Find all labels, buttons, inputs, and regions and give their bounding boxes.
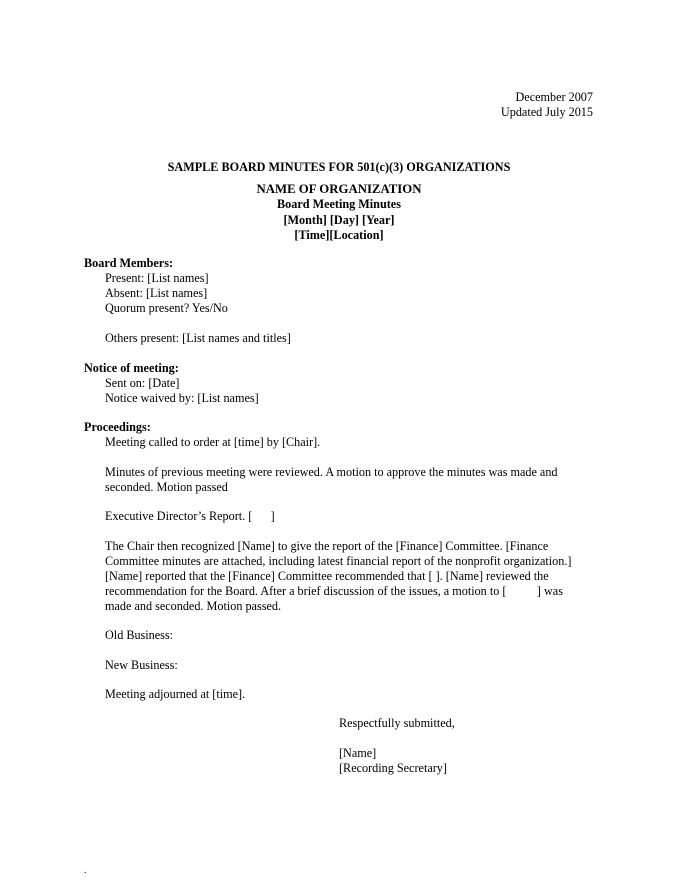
others-present-line: Others present: [List names and titles] <box>105 330 291 345</box>
quorum-line: Quorum present? Yes/No <box>105 301 228 315</box>
notice-section <box>84 361 604 406</box>
new-business-line: New Business: <box>105 657 178 672</box>
closing-text: Respectfully submitted, <box>339 716 455 730</box>
proceedings-section <box>84 420 604 702</box>
meeting-type: Board Meeting Minutes <box>277 197 401 211</box>
called-to-order-line: Meeting called to order at [time] by [Chair]. <box>105 435 321 449</box>
document-date: December 2007 <box>515 90 593 104</box>
date-block <box>501 90 593 120</box>
meeting-time-location: [Time][Location] <box>294 228 384 242</box>
proceedings-heading: Proceedings: <box>84 420 151 434</box>
present-line: Present: [List names] <box>105 271 209 285</box>
meeting-adjourned-line: Meeting adjourned at [time]. <box>105 687 246 701</box>
signer-role: [Recording Secretary] <box>339 760 447 775</box>
signer-name: [Name] <box>339 745 377 760</box>
updated-date: Updated July 2015 <box>500 105 593 119</box>
footer-mark: . <box>84 865 87 876</box>
meeting-date: [Month] [Day] [Year] <box>283 212 395 227</box>
organization-name: NAME OF ORGANIZATION <box>256 182 422 196</box>
previous-minutes-paragraph: Minutes of previous meeting were reviewed. A motion to approve the minutes was made and seconded. Motion passed <box>105 464 558 494</box>
committee-report-paragraph: The Chair then recognized [Name] to give the report of the [Finance] Committee. [Finance Committee minutes are attached, including latest financial report of the nonprofit organization.] [Name] reported that the [Finance] Committee recommended that [ ]. [Name] reviewed the recommendation for the Board. After a brief discussion of the issues, a motion to [ ] was made and seconded. Motion passed. <box>105 538 575 613</box>
executive-director-report-line: Executive Director’s Report. [ ] <box>105 509 275 523</box>
board-members-heading: Board Members: <box>84 256 174 270</box>
notice-heading: Notice of meeting: <box>84 361 179 375</box>
absent-line: Absent: [List names] <box>105 286 208 300</box>
old-business-line: Old Business: <box>105 628 174 642</box>
board-members-section <box>84 256 604 346</box>
organization-block <box>0 181 678 244</box>
sent-on-line: Sent on: [Date] <box>105 376 180 390</box>
notice-waived-line: Notice waived by: [List names] <box>105 391 259 405</box>
signature-block <box>339 716 455 776</box>
document-title: SAMPLE BOARD MINUTES FOR 501(c)(3) ORGANIZATIONS <box>167 160 511 174</box>
